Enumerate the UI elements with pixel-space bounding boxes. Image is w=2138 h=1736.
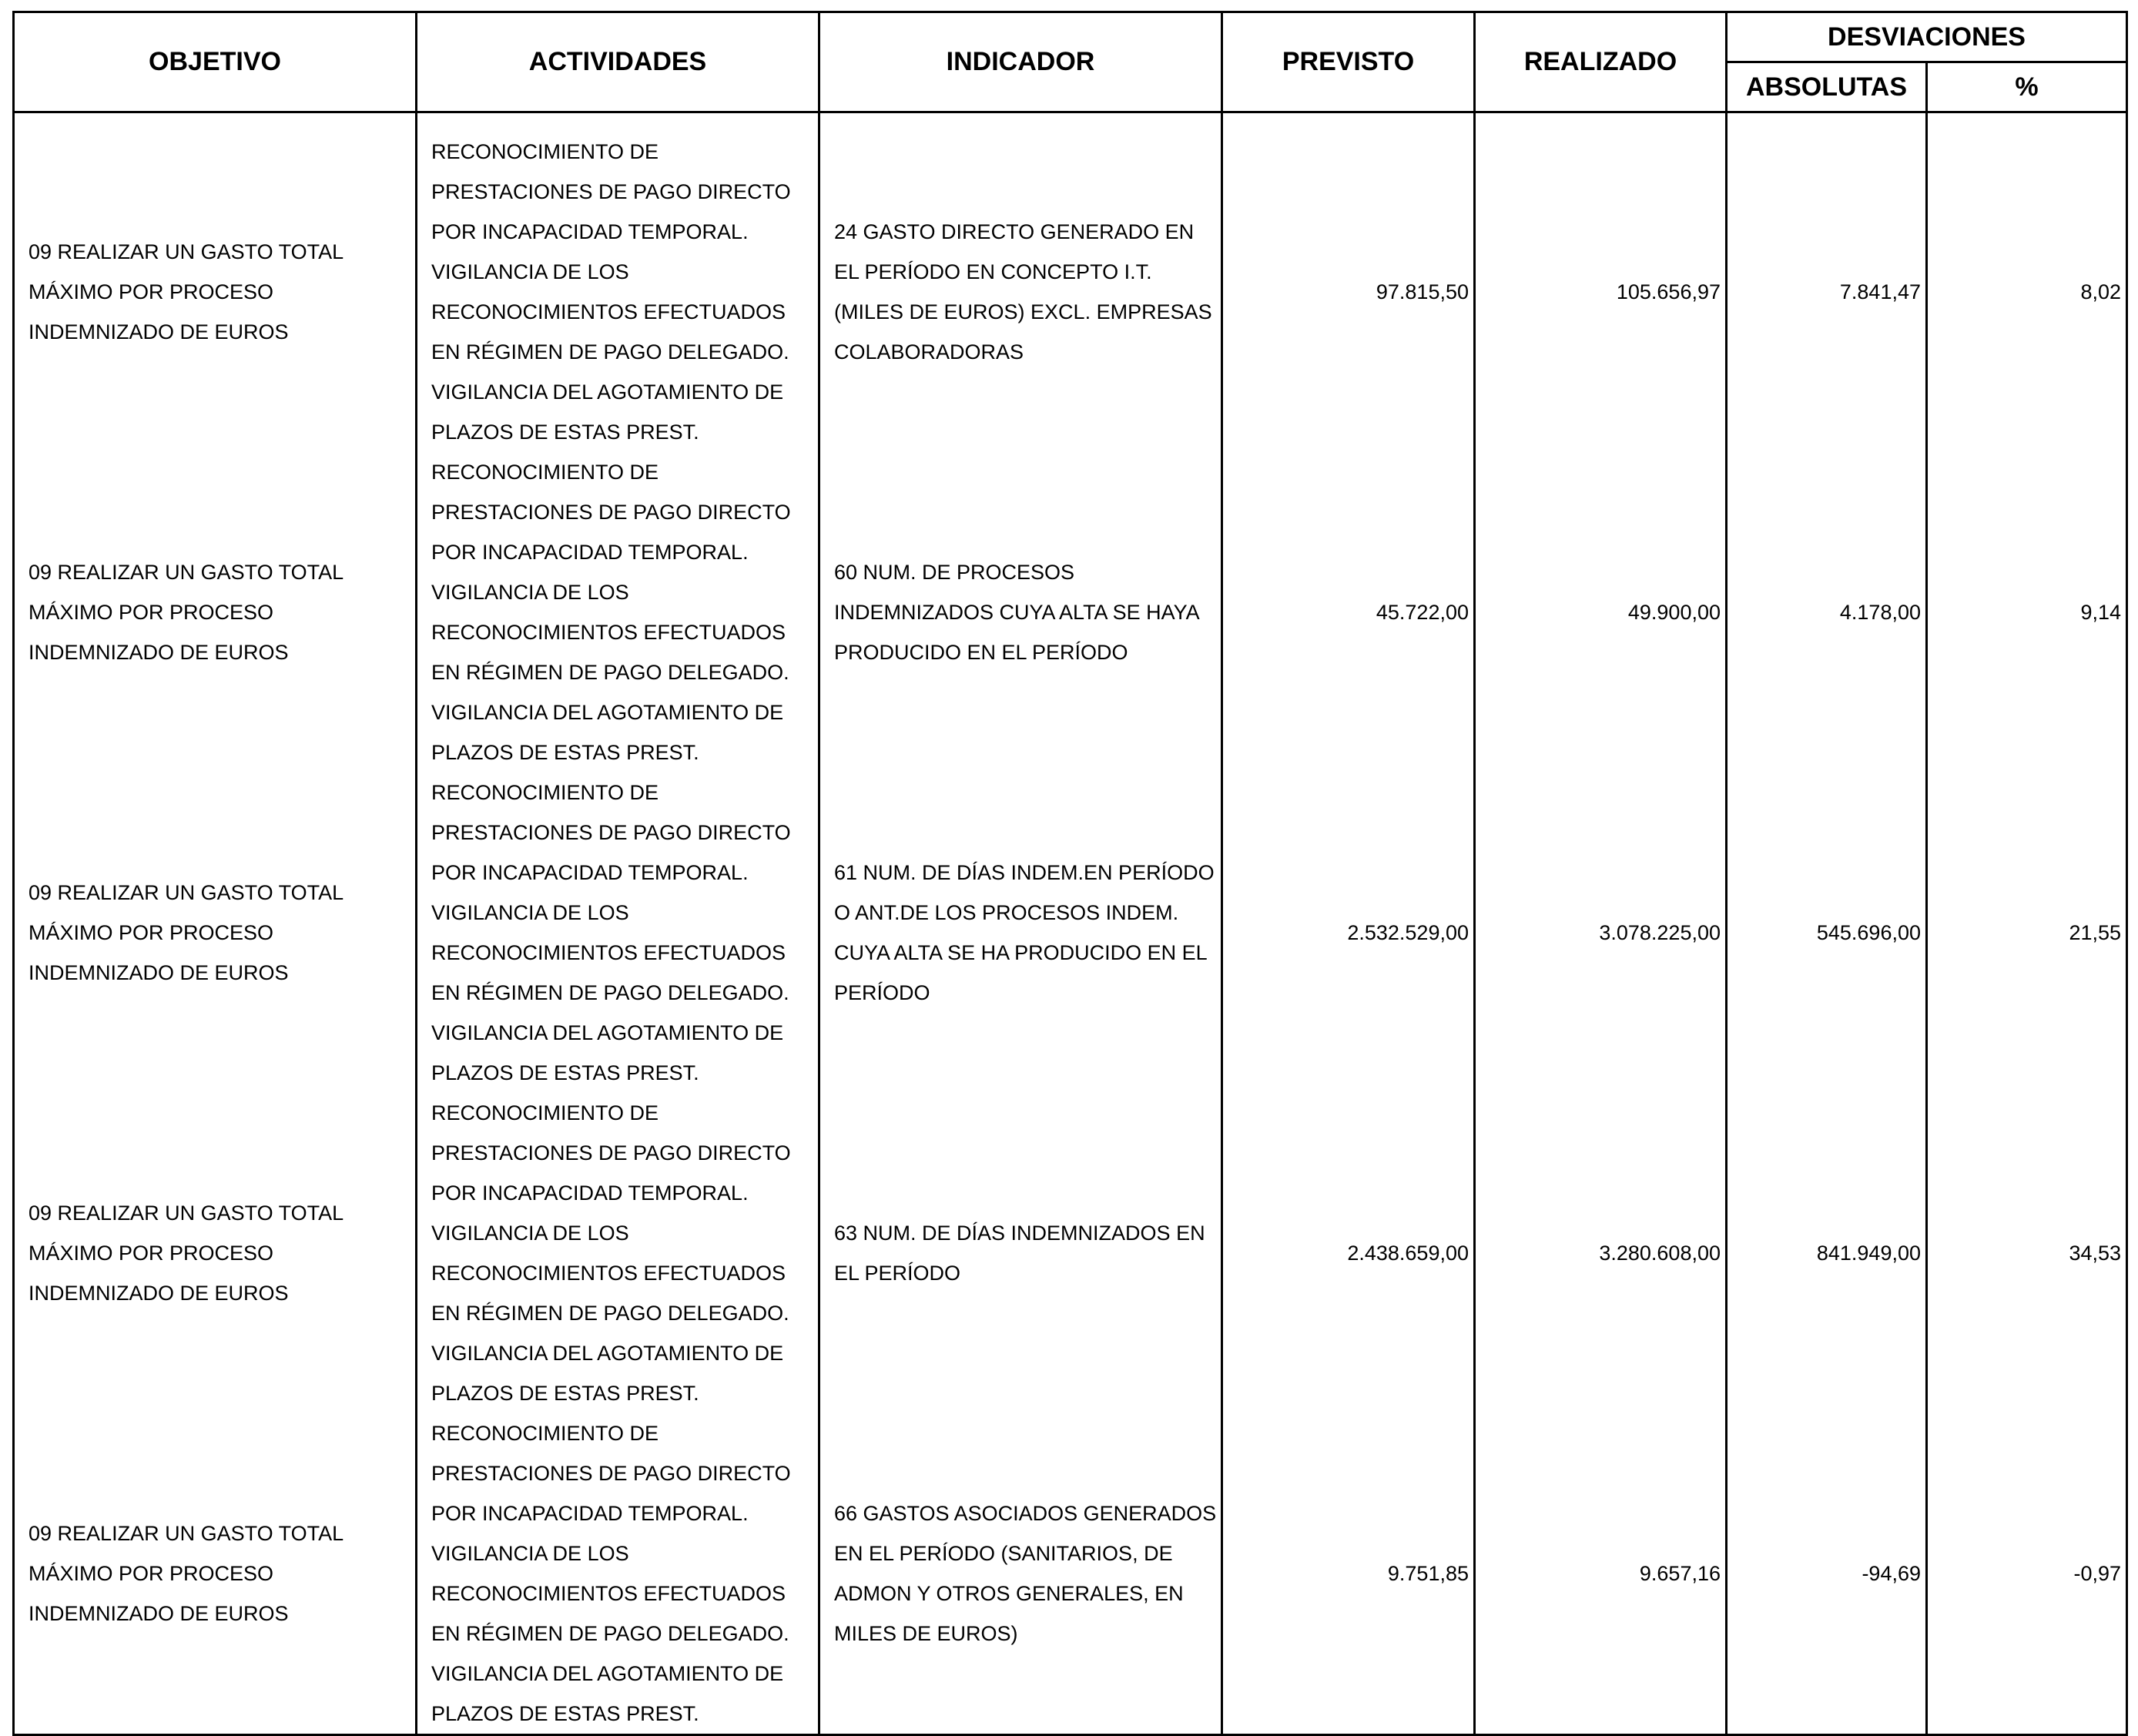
- cell-absolutas: 545.696,00: [1727, 772, 1927, 1093]
- cell-indicador: 66 GASTOS ASOCIADOS GENERADOS EN EL PERÍODO (SANITARIOS, DE ADMON Y OTROS GENERALES, EN MILES DE EUROS): [819, 1413, 1222, 1735]
- cell-indicador: 60 NUM. DE PROCESOS INDEMNIZADOS CUYA ALTA SE HAYA PRODUCIDO EN EL PERÍODO: [819, 452, 1222, 772]
- cell-realizado: 3.280.608,00: [1475, 1093, 1727, 1413]
- table-row: [14, 452, 2127, 772]
- cell-indicador: 61 NUM. DE DÍAS INDEM.EN PERÍODO O ANT.DE LOS PROCESOS INDEM. CUYA ALTA SE HA PRODUCIDO EN EL PERÍODO: [819, 772, 1222, 1093]
- cell-absolutas: 7.841,47: [1727, 112, 1927, 453]
- cell-absolutas: 841.949,00: [1727, 1093, 1927, 1413]
- header-absolutas: ABSOLUTAS: [1727, 62, 1927, 112]
- cell-porcentaje: 34,53: [1927, 1093, 2127, 1413]
- header-indicador: INDICADOR: [819, 12, 1222, 112]
- cell-actividades: RECONOCIMIENTO DE PRESTACIONES DE PAGO DIRECTO POR INCAPACIDAD TEMPORAL. VIGILANCIA DE LOS RECONOCIMIENTOS EFECTUADOS EN RÉGIMEN DE PAGO DELEGADO. VIGILANCIA DEL AGOTAMIENTO DE PLAZOS DE ESTAS PREST.: [417, 452, 819, 772]
- table-body: [14, 112, 2127, 1735]
- cell-realizado: 49.900,00: [1475, 452, 1727, 772]
- cell-absolutas: -94,69: [1727, 1413, 1927, 1735]
- header-realizado: REALIZADO: [1475, 12, 1727, 112]
- header-previsto: PREVISTO: [1222, 12, 1475, 112]
- header-actividades: ACTIVIDADES: [417, 12, 819, 112]
- cell-objetivo: 09 REALIZAR UN GASTO TOTAL MÁXIMO POR PROCESO INDEMNIZADO DE EUROS: [14, 1413, 417, 1735]
- header-objetivo: OBJETIVO: [14, 12, 417, 112]
- cell-previsto: 2.532.529,00: [1222, 772, 1475, 1093]
- table-row: [14, 112, 2127, 453]
- cell-porcentaje: -0,97: [1927, 1413, 2127, 1735]
- cell-actividades: RECONOCIMIENTO DE PRESTACIONES DE PAGO DIRECTO POR INCAPACIDAD TEMPORAL. VIGILANCIA DE LOS RECONOCIMIENTOS EFECTUADOS EN RÉGIMEN DE PAGO DELEGADO. VIGILANCIA DEL AGOTAMIENTO DE PLAZOS DE ESTAS PREST.: [417, 1093, 819, 1413]
- cell-previsto: 97.815,50: [1222, 112, 1475, 453]
- report-table: [12, 11, 2128, 1736]
- cell-absolutas: 4.178,00: [1727, 452, 1927, 772]
- cell-actividades: RECONOCIMIENTO DE PRESTACIONES DE PAGO DIRECTO POR INCAPACIDAD TEMPORAL. VIGILANCIA DE LOS RECONOCIMIENTOS EFECTUADOS EN RÉGIMEN DE PAGO DELEGADO. VIGILANCIA DEL AGOTAMIENTO DE PLAZOS DE ESTAS PREST.: [417, 1413, 819, 1735]
- cell-previsto: 45.722,00: [1222, 452, 1475, 772]
- table-row: [14, 1093, 2127, 1413]
- cell-objetivo: 09 REALIZAR UN GASTO TOTAL MÁXIMO POR PROCESO INDEMNIZADO DE EUROS: [14, 452, 417, 772]
- cell-actividades: RECONOCIMIENTO DE PRESTACIONES DE PAGO DIRECTO POR INCAPACIDAD TEMPORAL. VIGILANCIA DE LOS RECONOCIMIENTOS EFECTUADOS EN RÉGIMEN DE PAGO DELEGADO. VIGILANCIA DEL AGOTAMIENTO DE PLAZOS DE ESTAS PREST.: [417, 112, 819, 453]
- cell-objetivo: 09 REALIZAR UN GASTO TOTAL MÁXIMO POR PROCESO INDEMNIZADO DE EUROS: [14, 772, 417, 1093]
- table-row: [14, 772, 2127, 1093]
- cell-porcentaje: 9,14: [1927, 452, 2127, 772]
- cell-realizado: 9.657,16: [1475, 1413, 1727, 1735]
- table-header: [14, 12, 2127, 112]
- cell-previsto: 9.751,85: [1222, 1413, 1475, 1735]
- cell-realizado: 105.656,97: [1475, 112, 1727, 453]
- header-porcentaje: %: [1927, 62, 2127, 112]
- cell-indicador: 24 GASTO DIRECTO GENERADO EN EL PERÍODO EN CONCEPTO I.T.(MILES DE EUROS) EXCL. EMPRESAS COLABORADORAS: [819, 112, 1222, 453]
- header-row-top: [14, 12, 2127, 62]
- cell-porcentaje: 21,55: [1927, 772, 2127, 1093]
- cell-previsto: 2.438.659,00: [1222, 1093, 1475, 1413]
- cell-objetivo: 09 REALIZAR UN GASTO TOTAL MÁXIMO POR PROCESO INDEMNIZADO DE EUROS: [14, 112, 417, 453]
- cell-porcentaje: 8,02: [1927, 112, 2127, 453]
- cell-objetivo: 09 REALIZAR UN GASTO TOTAL MÁXIMO POR PROCESO INDEMNIZADO DE EUROS: [14, 1093, 417, 1413]
- header-desviaciones: DESVIACIONES: [1727, 12, 2127, 62]
- cell-realizado: 3.078.225,00: [1475, 772, 1727, 1093]
- table-row: [14, 1413, 2127, 1735]
- cell-indicador: 63 NUM. DE DÍAS INDEMNIZADOS EN EL PERÍODO: [819, 1093, 1222, 1413]
- cell-actividades: RECONOCIMIENTO DE PRESTACIONES DE PAGO DIRECTO POR INCAPACIDAD TEMPORAL. VIGILANCIA DE LOS RECONOCIMIENTOS EFECTUADOS EN RÉGIMEN DE PAGO DELEGADO. VIGILANCIA DEL AGOTAMIENTO DE PLAZOS DE ESTAS PREST.: [417, 772, 819, 1093]
